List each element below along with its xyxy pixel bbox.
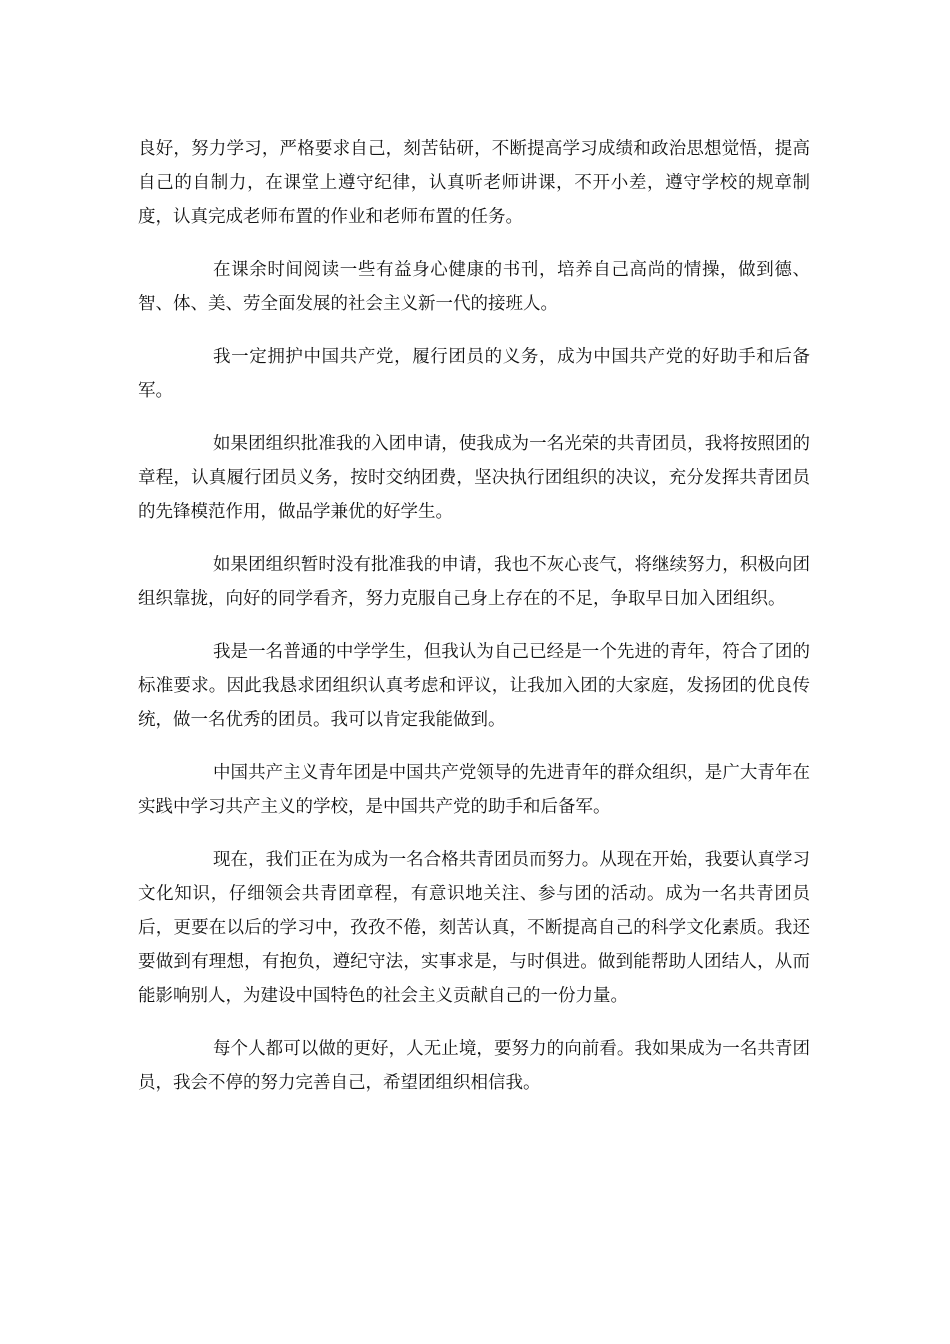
paragraph-2: 在课余时间阅读一些有益身心健康的书刊，培养自己高尚的情操，做到德、智、体、美、劳全面发展的社会主义新一代的接班人。 — [138, 260, 810, 314]
paragraph-7: 中国共产主义青年团是中国共产党领导的先进青年的群众组织，是广大青年在实践中学习共产主义的学校，是中国共产党的助手和后备军。 — [138, 763, 810, 817]
paragraph-9: 每个人都可以做的更好，人无止境，要努力的向前看。我如果成为一名共青团员，我会不停的努力完善自己，希望团组织相信我。 — [138, 1039, 810, 1093]
document-body — [138, 132, 810, 1119]
paragraph-5: 如果团组织暂时没有批准我的申请，我也不灰心丧气，将继续努力，积极向团组织靠拢，向好的同学看齐，努力克服自己身上存在的不足，争取早日加入团组织。 — [138, 555, 810, 609]
paragraph-1: 良好，努力学习，严格要求自己，刻苦钻研，不断提高学习成绩和政治思想觉悟，提高自己的自制力，在课堂上遵守纪律，认真听老师讲课，不开小差，遵守学校的规章制度，认真完成老师布置的作业和老师布置的任务。 — [138, 139, 810, 227]
paragraph-3: 我一定拥护中国共产党，履行团员的义务，成为中国共产党的好助手和后备军。 — [138, 347, 810, 401]
paragraph-4: 如果团组织批准我的入团申请，使我成为一名光荣的共青团员，我将按照团的章程，认真履行团员义务，按时交纳团费，坚决执行团组织的决议，充分发挥共青团员的先锋模范作用，做品学兼优的好学生。 — [138, 434, 810, 522]
paragraph-6: 我是一名普通的中学学生，但我认为自己已经是一个先进的青年，符合了团的标准要求。因此我恳求团组织认真考虑和评议，让我加入团的大家庭，发扬团的优良传统，做一名优秀的团员。我可以肯定我能做到。 — [138, 642, 810, 730]
paragraph-8: 现在，我们正在为成为一名合格共青团员而努力。从现在开始，我要认真学习文化知识，仔细领会共青团章程，有意识地关注、参与团的活动。成为一名共青团员后，更要在以后的学习中，孜孜不倦，刻苦认真，不断提高自己的科学文化素质。我还要做到有理想，有抱负，遵纪守法，实事求是，与时俱进。做到能帮助人团结人，从而能影响别人，为建设中国特色的社会主义贡献自己的一份力量。 — [138, 850, 810, 1006]
